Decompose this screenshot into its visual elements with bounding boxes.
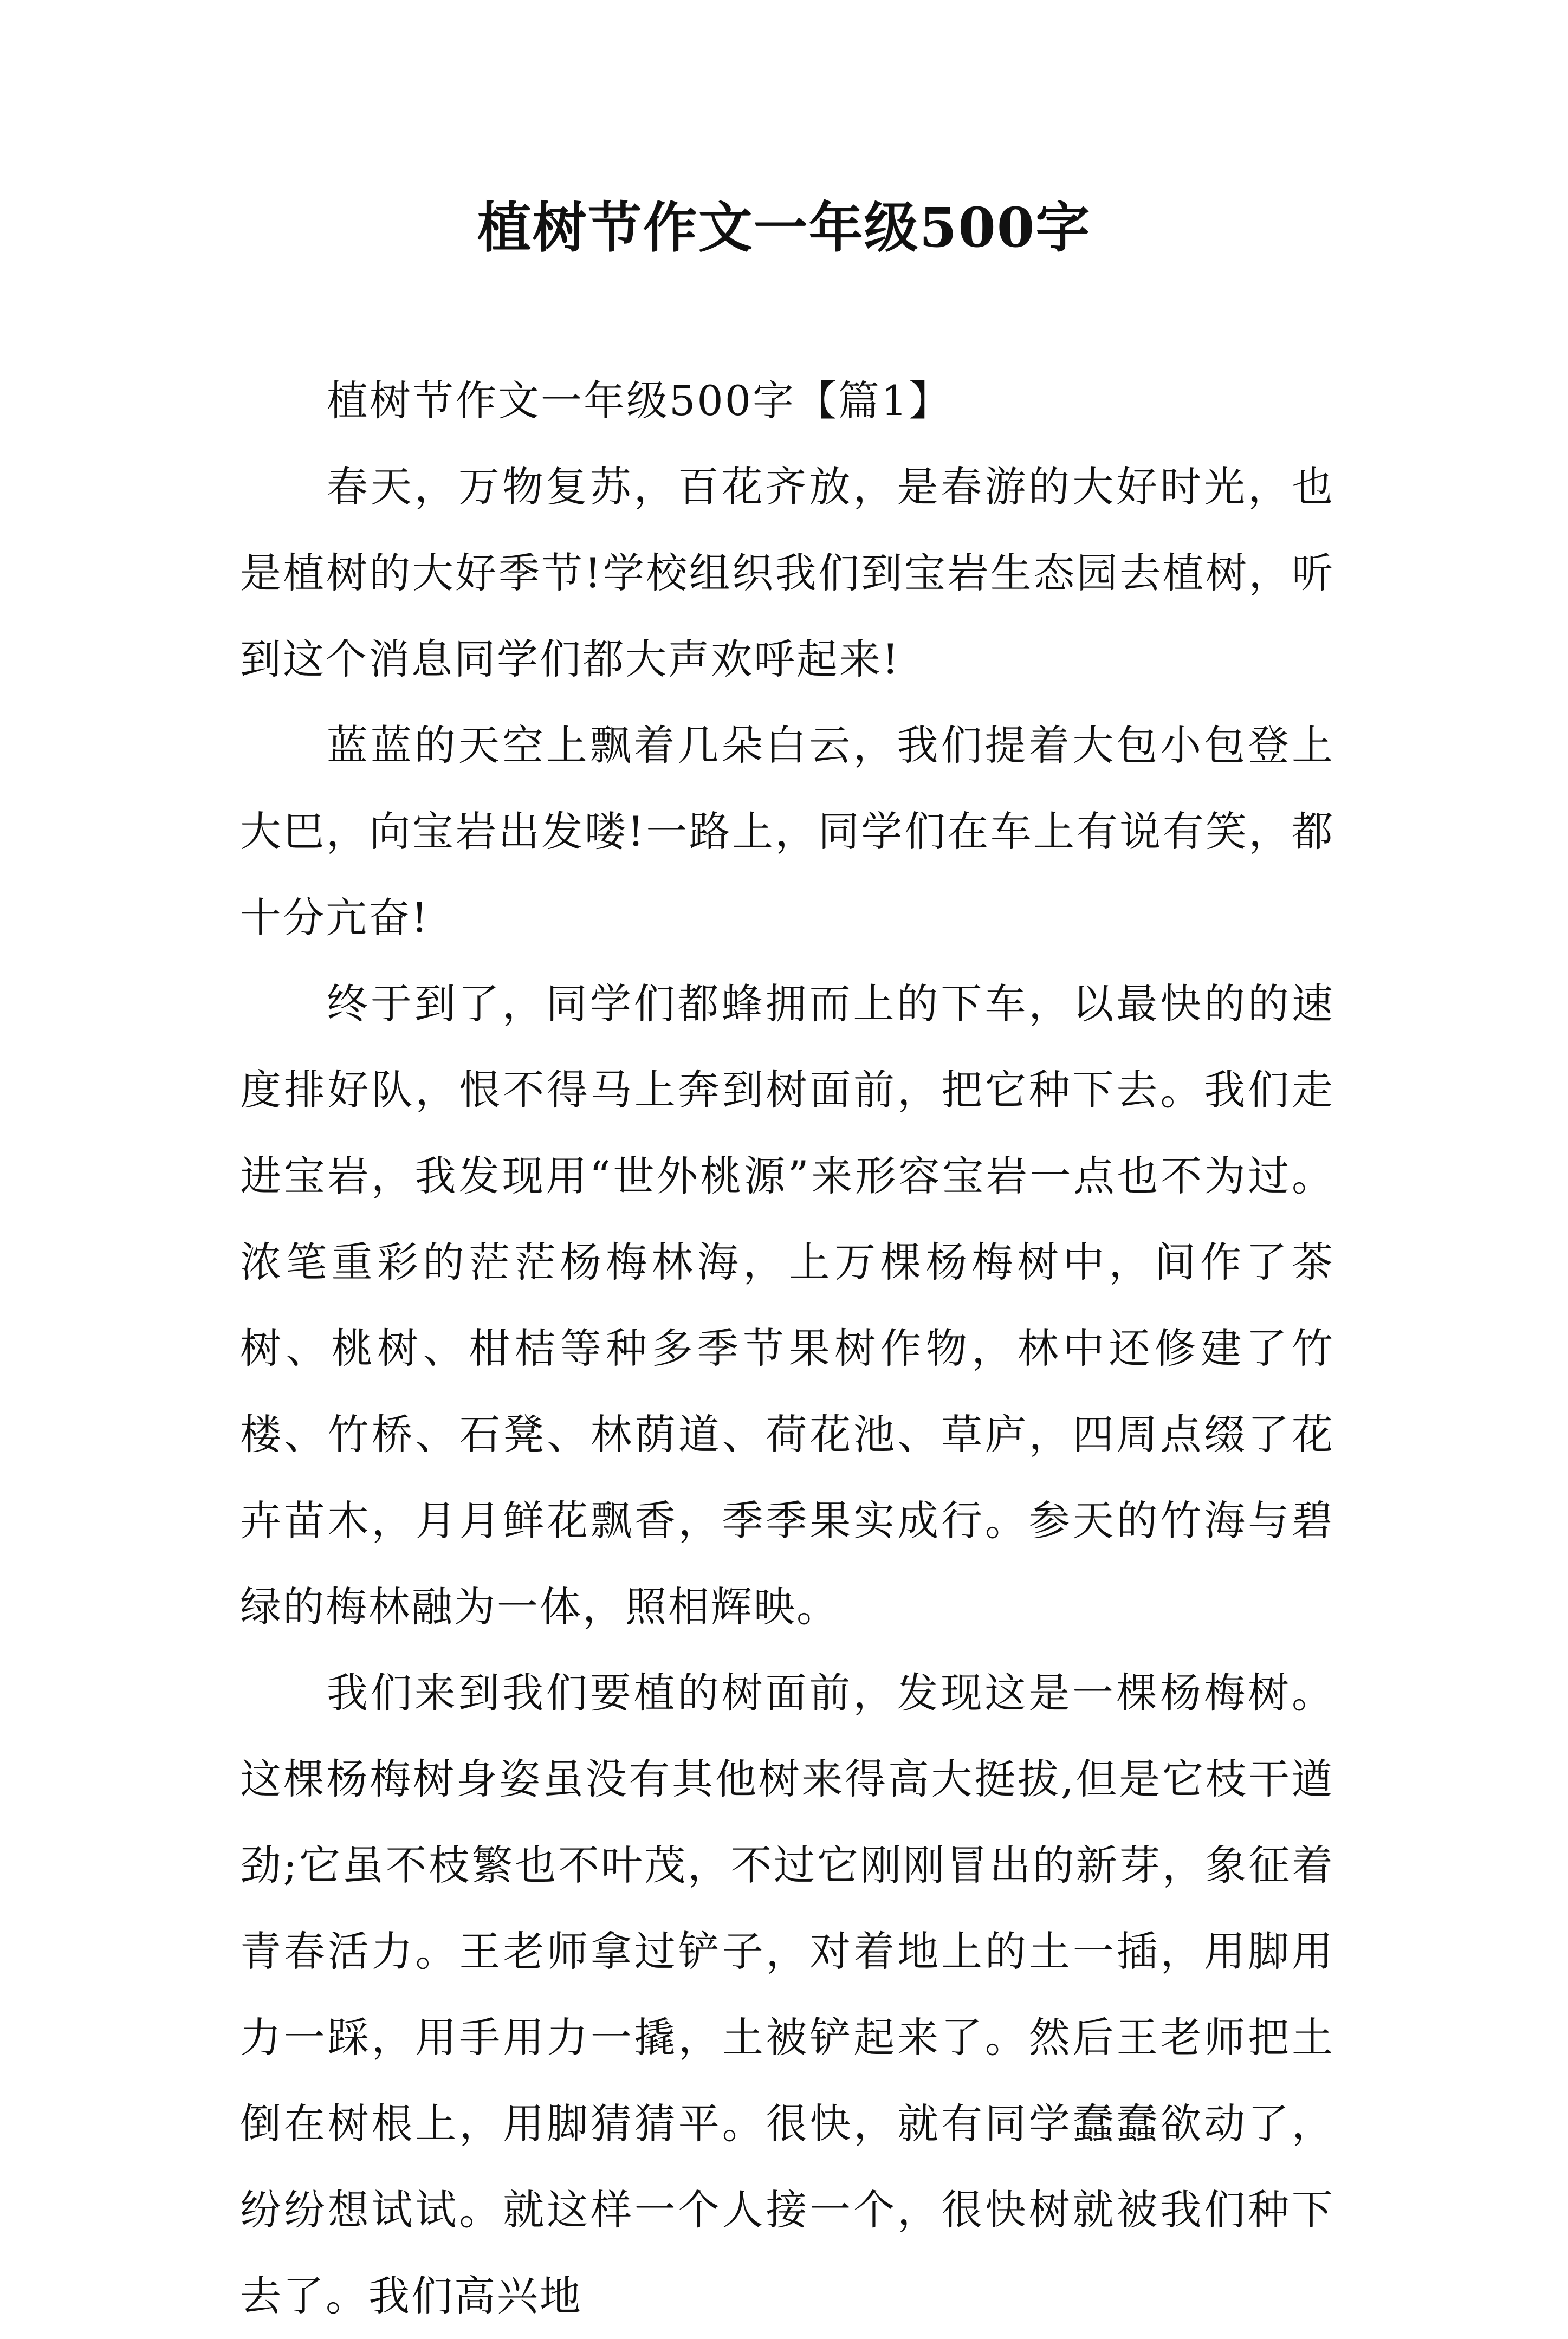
document-body [240,358,1334,2339]
section-heading: 植树节作文一年级500字【篇1】 [327,377,952,425]
paragraph: 蓝蓝的天空上飘着几朵白云，我们提着大包小包登上大巴，向宝岩出发喽!一路上，同学们在车上有说有笑，都十分亢奋! [240,721,1334,942]
paragraph: 终于到了，同学们都蜂拥而上的下车，以最快的的速度排好队，恨不得马上奔到树面前，把它种下去。我们走进宝岩，我发现用“世外桃源”来形容宝岩一点也不为过。浓笔重彩的茫茫杨梅林海，上万棵杨梅树中，间作了茶树、桃树、柑桔等种多季节果树作物，林中还修建了竹楼、竹桥、石凳、林荫道、荷花池、草庐，四周点缀了花卉苗木，月月鲜花飘香，季季果实成行。参天的竹海与碧绿的梅林融为一体，照相辉映。 [240,980,1334,1631]
paragraph: 我们来到我们要植的树面前，发现这是一棵杨梅树。这棵杨梅树身姿虽没有其他树来得高大挺拔,但是它枝干遒劲;它虽不枝繁也不叶茂，不过它刚刚冒出的新芽，象征着青春活力。王老师拿过铲子，对着地上的土一插，用脚用力一踩，用手用力一撬，土被铲起来了。然后王老师把土倒在树根上，用脚猜猜平。很快，就有同学蠢蠢欲动了，纷纷想试试。就这样一个人接一个，很快树就被我们种下去了。我们高兴地 [240,1669,1334,2320]
document-title: 植树节作文一年级500字 [477,196,1091,260]
paragraph: 春天，万物复苏，百花齐放，是春游的大好时光，也是植树的大好季节!学校组织我们到宝岩生态园去植树，听到这个消息同学们都大声欢呼起来! [240,463,1334,683]
